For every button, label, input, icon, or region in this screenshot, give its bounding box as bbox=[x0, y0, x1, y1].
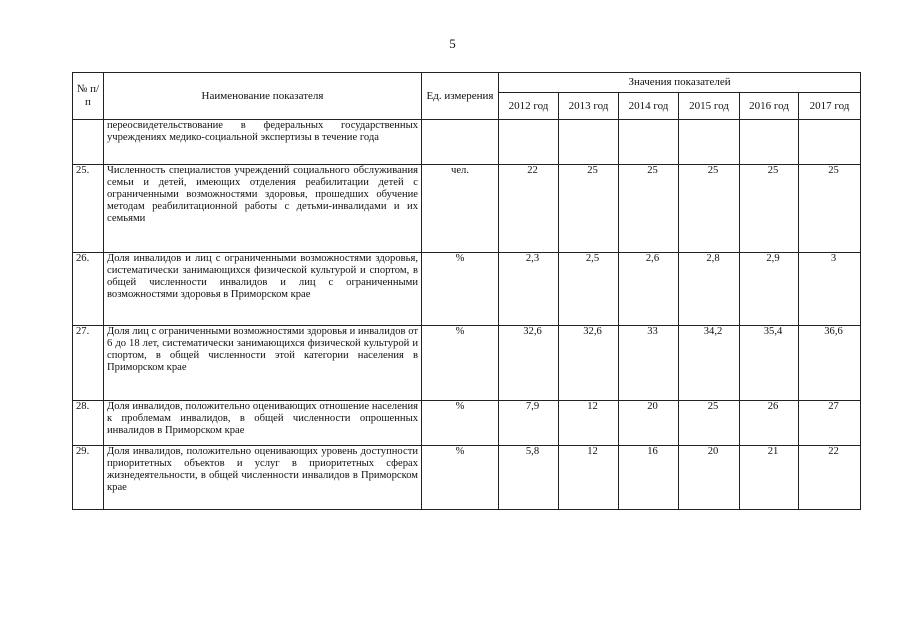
value-cell: 25 bbox=[799, 165, 861, 253]
header-name: Наименование показателя bbox=[104, 73, 422, 120]
value-cell: 35,4 bbox=[740, 326, 799, 401]
table-row bbox=[73, 253, 861, 326]
header-year: 2015 год bbox=[679, 93, 740, 120]
value-cell: 2,9 bbox=[740, 253, 799, 326]
value-cell: 25 bbox=[679, 165, 740, 253]
row-number: 27. bbox=[73, 326, 104, 401]
value-cell: 32,6 bbox=[559, 326, 619, 401]
value-cell: 22 bbox=[799, 446, 861, 510]
value-cell: 2,6 bbox=[619, 253, 679, 326]
value-cell: 12 bbox=[559, 446, 619, 510]
value-cell: 2,3 bbox=[499, 253, 559, 326]
value-cell: 36,6 bbox=[799, 326, 861, 401]
value-cell: 26 bbox=[740, 401, 799, 446]
unit-cell: % bbox=[422, 326, 499, 401]
value-cell: 7,9 bbox=[499, 401, 559, 446]
value-cell: 20 bbox=[619, 401, 679, 446]
row-number: 29. bbox=[73, 446, 104, 510]
header-no: № п/п bbox=[73, 73, 104, 120]
row-number bbox=[73, 120, 104, 165]
header-year: 2017 год bbox=[799, 93, 861, 120]
indicator-name: Доля инвалидов, положительно оценивающих уровень доступности приоритетных объектов и услуг в приоритетных сферах жизнедеятельности, в общей численности инвалидов в Приморском крае bbox=[104, 446, 422, 510]
value-cell bbox=[679, 120, 740, 165]
table-row bbox=[73, 401, 861, 446]
unit-cell: % bbox=[422, 446, 499, 510]
value-cell: 12 bbox=[559, 401, 619, 446]
value-cell: 22 bbox=[499, 165, 559, 253]
value-cell: 25 bbox=[679, 401, 740, 446]
indicator-name: Численность специалистов учреждений социального обслуживания семьи и детей, имеющих отделения реабилитации детей с ограниченными возможностями здоровья, прошедших обучение методам реабилитационной работы с детьми-инвалидами и их семьями bbox=[104, 165, 422, 253]
table-row bbox=[73, 326, 861, 401]
value-cell: 2,8 bbox=[679, 253, 740, 326]
header-year: 2013 год bbox=[559, 93, 619, 120]
table-row bbox=[73, 120, 861, 165]
value-cell: 25 bbox=[559, 165, 619, 253]
value-cell: 25 bbox=[740, 165, 799, 253]
value-cell: 27 bbox=[799, 401, 861, 446]
page-number: 5 bbox=[449, 36, 456, 51]
indicator-name: Доля лиц с ограниченными возможностями здоровья и инвалидов от 6 до 18 лет, систематически занимающихся физической культурой и спортом, в общей численности этой категории населения в Приморском крае bbox=[104, 326, 422, 401]
unit-cell: % bbox=[422, 401, 499, 446]
row-number: 25. bbox=[73, 165, 104, 253]
value-cell: 34,2 bbox=[679, 326, 740, 401]
indicator-name: переосвидетельствование в федеральных государственных учреждениях медико-социальной экспертизы в течение года bbox=[104, 120, 422, 165]
header-unit: Ед. измерения bbox=[422, 73, 499, 120]
value-cell: 25 bbox=[619, 165, 679, 253]
row-number: 28. bbox=[73, 401, 104, 446]
header-year: 2016 год bbox=[740, 93, 799, 120]
value-cell bbox=[619, 120, 679, 165]
unit-cell bbox=[422, 120, 499, 165]
value-cell bbox=[799, 120, 861, 165]
value-cell: 16 bbox=[619, 446, 679, 510]
header-year: 2014 год bbox=[619, 93, 679, 120]
header-year: 2012 год bbox=[499, 93, 559, 120]
header-values: Значения показателей bbox=[499, 73, 861, 93]
value-cell bbox=[740, 120, 799, 165]
value-cell: 20 bbox=[679, 446, 740, 510]
value-cell: 2,5 bbox=[559, 253, 619, 326]
unit-cell: чел. bbox=[422, 165, 499, 253]
table-row bbox=[73, 446, 861, 510]
value-cell: 33 bbox=[619, 326, 679, 401]
value-cell: 3 bbox=[799, 253, 861, 326]
table-row bbox=[73, 165, 861, 253]
value-cell: 21 bbox=[740, 446, 799, 510]
row-number: 26. bbox=[73, 253, 104, 326]
value-cell bbox=[559, 120, 619, 165]
unit-cell: % bbox=[422, 253, 499, 326]
indicator-name: Доля инвалидов и лиц с ограниченными возможностями здоровья, систематически занимающихся физической культурой и спортом, в общей численности инвалидов и лиц с ограниченными возможностями здоровья в Приморском крае bbox=[104, 253, 422, 326]
value-cell bbox=[499, 120, 559, 165]
indicator-name: Доля инвалидов, положительно оценивающих отношение населения к проблемам инвалидов, в общей численности опрошенных инвалидов в Приморском крае bbox=[104, 401, 422, 446]
value-cell: 32,6 bbox=[499, 326, 559, 401]
indicators-table bbox=[72, 72, 861, 510]
value-cell: 5,8 bbox=[499, 446, 559, 510]
